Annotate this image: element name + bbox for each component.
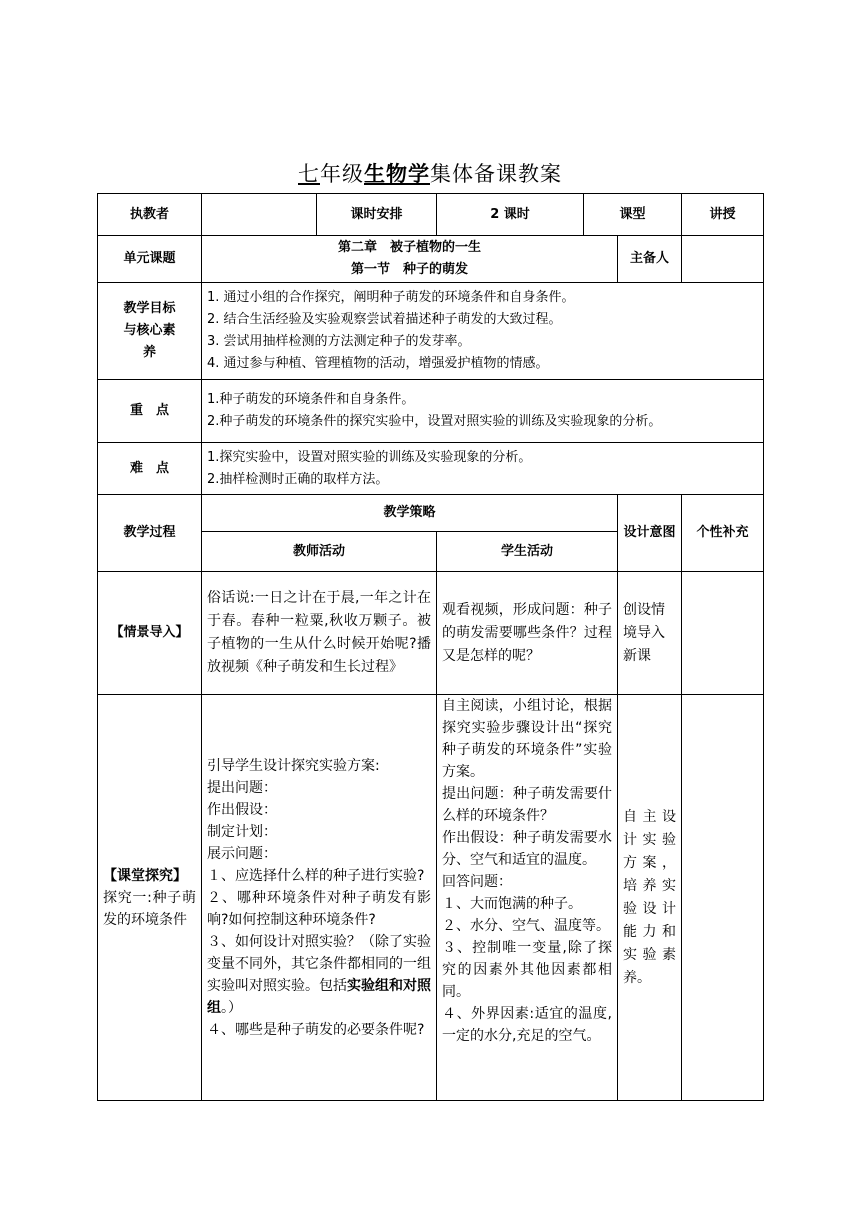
goal-item: 1. 通过小组的合作探究，阐明种子萌发的环境条件和自身条件。 [207, 290, 575, 305]
title-rest: 集体备课教案 [430, 162, 562, 186]
explore-student-activity [437, 695, 618, 1101]
goals-label-line: 养 [142, 345, 156, 360]
teacher-line: 提出问题： [207, 779, 277, 796]
page-title [0, 158, 860, 188]
explore-teacher-activity [202, 695, 437, 1101]
section-intro: 【情景导入】 [98, 572, 202, 695]
intent-header: 设计意图 [618, 495, 682, 572]
explore-supplement [682, 695, 764, 1101]
difficulty-item: 1.探究实验中，设置对照实验的训练及实验现象的分析。 [207, 449, 532, 465]
schedule-value: 2 课时 [437, 194, 584, 236]
key-points-label: 重 点 [98, 380, 202, 443]
schedule-label-text: 课时安排 [350, 206, 403, 222]
teacher-label: 执教者 [98, 194, 202, 236]
goals-label-line: 与核心素 [123, 323, 176, 338]
teacher-line: 制定计划： [207, 823, 277, 840]
goal-item: 2. 结合生活经验及实验观察尝试着描述种子萌发的大致过程。 [207, 312, 562, 327]
key-points-list [202, 380, 764, 443]
student-line: １、大而饱满的种子。 [442, 896, 582, 912]
section-explore-sub: 探究一:种子萌发的环境条件 [103, 889, 196, 928]
title-subject: 生物学 [364, 162, 430, 186]
unit-title-line1: 第二章 被子植物的一生 [337, 240, 481, 255]
difficulties-label: 难 点 [98, 443, 202, 495]
student-line: 自主阅读，小组讨论，根据探究实验步骤设计出“探究种子萌发的环境条件”实验方案。 [442, 698, 612, 780]
student-line: ３、控制唯一变量,除了探究的因素外其他因素都相同。 [442, 940, 612, 1000]
teacher-line: ２、哪种环境条件对种子萌发有影响?如何控制这种环境条件? [207, 889, 431, 928]
intro-supplement [682, 572, 764, 695]
teacher-activity-header: 教师活动 [202, 532, 437, 572]
teacher-line-bold: 实验组和对照组 [207, 977, 431, 1016]
difficulties-list [202, 443, 764, 495]
student-line: ４、外界因素:适宜的温度,一定的水分,充足的空气。 [442, 1006, 612, 1044]
key-point-item: 2.种子萌发的环境条件的探究实验中，设置对照实验的训练及实验现象的分析。 [207, 414, 662, 429]
goal-item: 3. 尝试用抽样检测的方法测定种子的发芽率。 [207, 334, 471, 349]
intro-teacher-activity: 俗话说:一日之计在于晨,一年之计在于春。春种一粒粟,秋收万颗子。被子植物的一生从什么时候开始呢?播放视频《种子萌发和生长过程》 [202, 572, 437, 695]
goal-item: 4. 通过参与种植、管理植物的活动，增强爱护植物的情感。 [207, 356, 549, 371]
student-line: ２、水分、空气、温度等。 [442, 918, 610, 934]
goals-list [202, 283, 764, 380]
section-explore-title: 【课堂探究】 [103, 867, 187, 884]
preparer-value [682, 236, 764, 283]
schedule-label [317, 194, 437, 236]
student-line: 作出假设：种子萌发需要水分、空气和适宜的温度。 [442, 830, 612, 868]
section-explore [98, 695, 202, 1101]
type-value: 讲授 [682, 194, 764, 236]
teacher-line [207, 931, 431, 1019]
explore-intent: 自主设计实验方案，培养实验设计能力和实验素养。 [618, 695, 682, 1101]
teacher-line: 作出假设： [207, 801, 277, 818]
teacher-line: 展示问题： [207, 845, 277, 862]
strategy-header: 教学策略 [202, 495, 618, 532]
title-grade: 七 [298, 162, 320, 186]
intro-intent: 创设情境导入新课 [618, 572, 682, 695]
title-grade-suffix: 年级 [320, 162, 364, 186]
key-point-item: 1.种子萌发的环境条件和自身条件。 [207, 392, 415, 407]
lesson-plan-table [97, 193, 764, 1101]
teacher-line: １、应选择什么样的种子进行实验? [207, 867, 425, 884]
type-label: 课型 [619, 206, 646, 222]
teacher-line: ４、哪些是种子萌发的必要条件呢? [207, 1021, 425, 1038]
unit-title-line2: 第一节 种子的萌发 [350, 262, 468, 277]
intro-student-activity: 观看视频，形成问题：种子的萌发需要哪些条件？过程又是怎样的呢？ [437, 572, 618, 695]
teacher-line: 引导学生设计探究实验方案: [207, 757, 380, 774]
goals-label-line: 教学目标 [123, 301, 176, 316]
unit-title [202, 236, 618, 283]
student-line: 回答问题： [442, 874, 512, 890]
teacher-line-after: 。） [221, 999, 242, 1016]
goals-label [98, 283, 202, 380]
student-activity-header: 学生活动 [437, 532, 618, 572]
student-line: 提出问题：种子萌发需要什么样的环境条件？ [442, 786, 612, 824]
supplement-header: 个性补充 [682, 495, 764, 572]
process-header: 教学过程 [98, 495, 202, 572]
preparer-label: 主备人 [618, 236, 682, 283]
teacher-value [202, 194, 317, 236]
difficulty-item: 2.抽样检测时正确的取样方法。 [207, 471, 389, 487]
unit-label: 单元课题 [98, 236, 202, 283]
teacher-line-text: ３、如何设计对照实验？（除了实验变量不同外，其它条件都相同的一组实验叫对照实验。包括 [207, 933, 431, 994]
type-cell [584, 194, 682, 236]
